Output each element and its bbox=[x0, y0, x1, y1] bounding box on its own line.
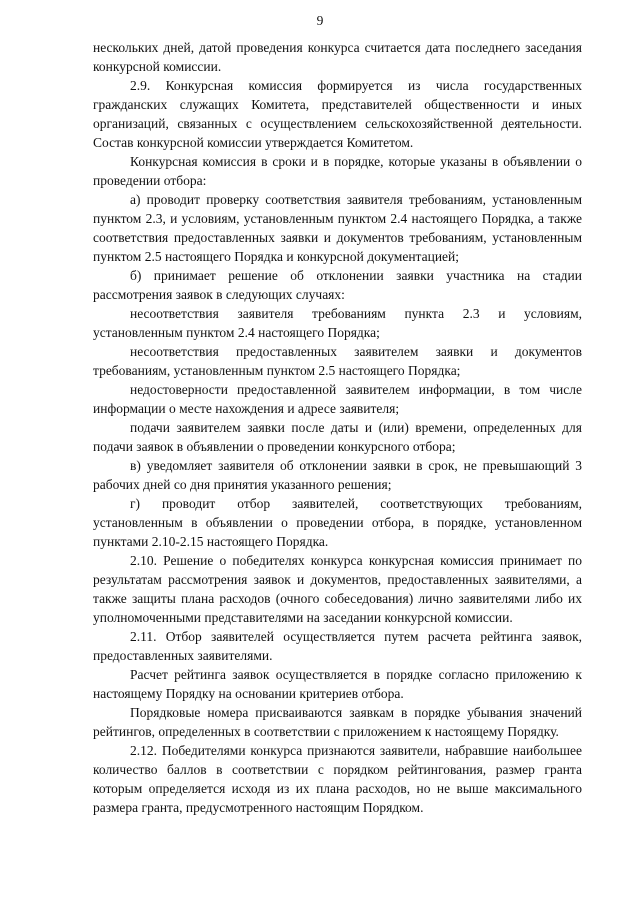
document-body bbox=[93, 38, 582, 817]
paragraph: подачи заявителем заявки после даты и (или) времени, определенных для подачи заявок в объявлении о проведении конкурсного отбора; bbox=[93, 420, 582, 454]
page-number: 9 bbox=[316, 13, 324, 28]
paragraph: нескольких дней, датой проведения конкурса считается дата последнего заседания конкурсной комиссии. bbox=[93, 40, 582, 74]
paragraph: Порядковые номера присваиваются заявкам в порядке убывания значений рейтингов, определенных в соответствии с приложением к настоящему Порядку. bbox=[93, 705, 582, 739]
paragraph: в) уведомляет заявителя об отклонении заявки в срок, не превышающий 3 рабочих дней со дня принятия указанного решения; bbox=[93, 458, 582, 492]
paragraph: несоответствия заявителя требованиям пункта 2.3 и условиям, установленным пунктом 2.4 настоящего Порядка; bbox=[93, 306, 582, 340]
paragraph: 2.10. Решение о победителях конкурса конкурсная комиссия принимает по результатам рассмотрения заявок и документов, предоставленных заявителями, а также защиты плана расходов (очного собеседования) лично заявителями либо их уполномоченными представителями на заседании конкурсной комиссии. bbox=[93, 553, 582, 625]
paragraph: 2.9. Конкурсная комиссия формируется из числа государственных гражданских служащих Комитета, представителей общественности и иных организаций, связанных с осуществлением сельскохозяйственной деятельности. Состав конкурсной комиссии утверждается Комитетом. bbox=[93, 78, 582, 150]
paragraph: недостоверности предоставленной заявителем информации, в том числе информации о месте нахождения и адресе заявителя; bbox=[93, 382, 582, 416]
paragraph: б) принимает решение об отклонении заявки участника на стадии рассмотрения заявок в следующих случаях: bbox=[93, 268, 582, 302]
paragraph: г) проводит отбор заявителей, соответствующих требованиям, установленным в объявлении о проведении отбора, в порядке, установленном пунктами 2.10-2.15 настоящего Порядка. bbox=[93, 496, 582, 549]
paragraph: Расчет рейтинга заявок осуществляется в порядке согласно приложению к настоящему Порядку на основании критериев отбора. bbox=[93, 667, 582, 701]
paragraph: несоответствия предоставленных заявителем заявки и документов требованиям, установленным пунктом 2.5 настоящего Порядка; bbox=[93, 344, 582, 378]
paragraph: 2.11. Отбор заявителей осуществляется путем расчета рейтинга заявок, предоставленных заявителями. bbox=[93, 629, 582, 663]
paragraph: Конкурсная комиссия в сроки и в порядке, которые указаны в объявлении о проведении отбора: bbox=[93, 154, 582, 188]
paragraph: а) проводит проверку соответствия заявителя требованиям, установленным пунктом 2.3, и условиям, установленным пунктом 2.4 настоящего Порядка, а также соответствия предоставленных заявки и документов требованиям, установленным пунктом 2.5 настоящего Порядка и конкурсной документацией; bbox=[93, 192, 582, 264]
paragraph: 2.12. Победителями конкурса признаются заявители, набравшие наибольшее количество баллов в соответствии с порядком рейтингования, размер гранта которым определяется исходя из их плана расходов, но не выше максимального размера гранта, предусмотренного настоящим Порядком. bbox=[93, 743, 582, 815]
